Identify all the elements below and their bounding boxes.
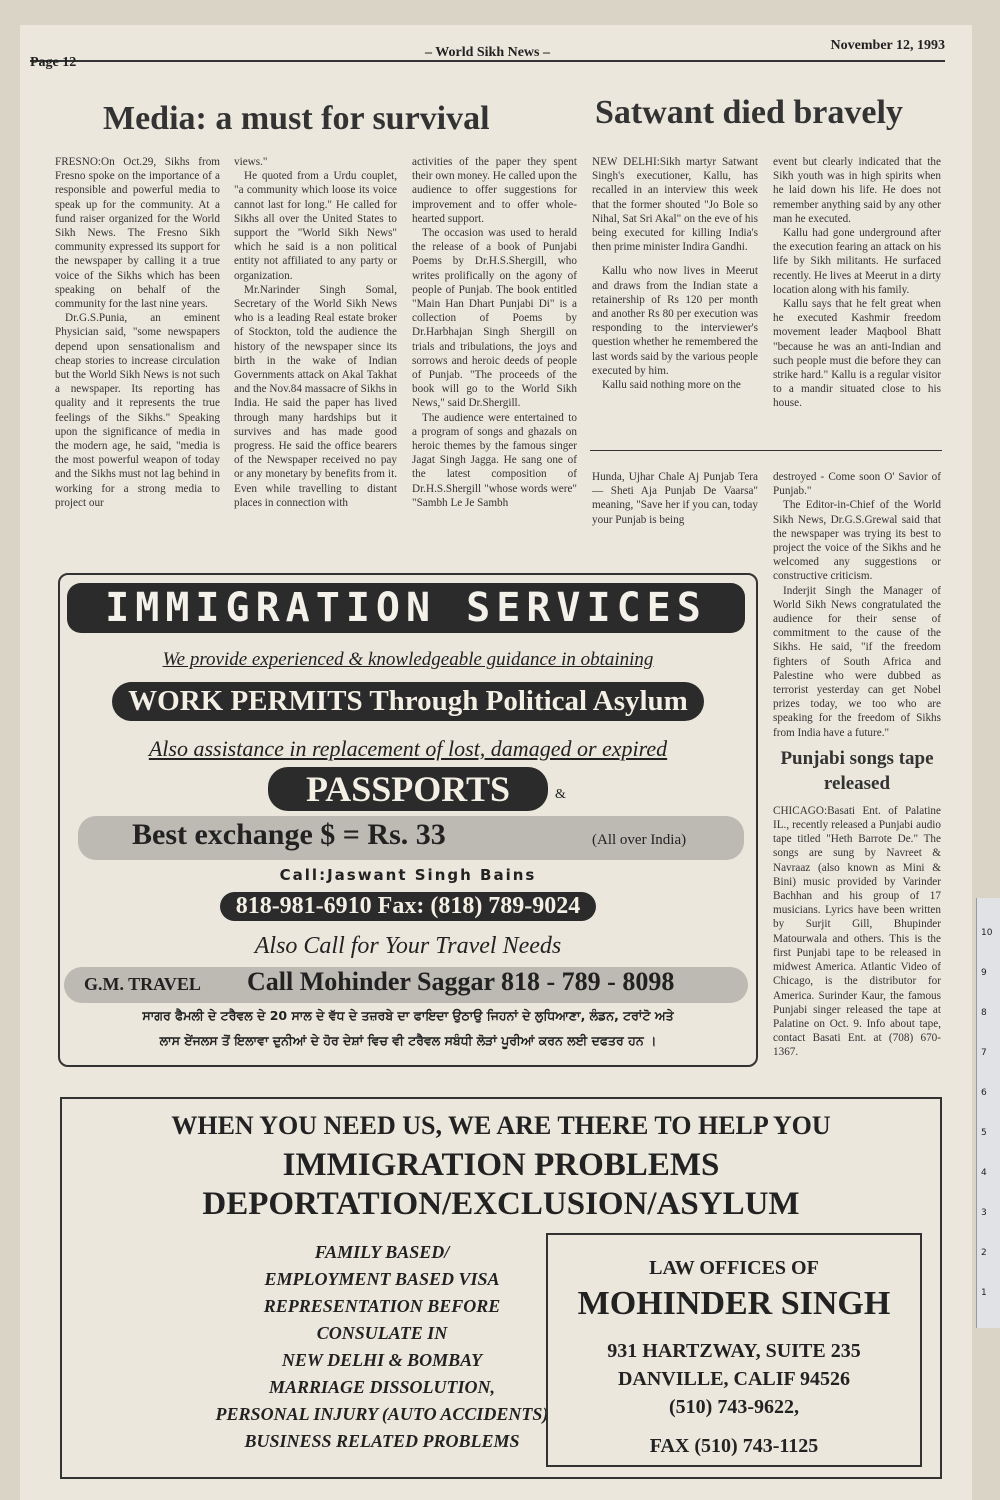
address-line1: 931 HARTZWAY, SUITE 235 (607, 1340, 861, 1362)
fax-number: FAX (510) 743-1125 (649, 1435, 819, 1457)
law-offices-ad (60, 1097, 942, 1479)
publication-name: – World Sikh News – (425, 45, 550, 60)
paragraph: CHICAGO:Basati Ent. of Palatine IL., recently released a Punjabi audio tape titled "Heth Barrote De." The songs are sung by Navreet & Navraaz (also known as Mini & Bini) music provided by Varinder Bachhan and his group of 17 musicians. Lyrics have been written by Surjit Gill, Bhupinder Matourwala and others. This is the first Punjabi tape to be released in midwest America. Atlantic Video of Chicago, is the distributor for America. Surinder Kaur, the famous Punjabi singer released the tape at Palatine on Oct. 9. Info about tape, contact Basati Ent. at (708) 670-1367. (773, 804, 941, 1059)
ad-subtitle: We provide experienced & knowledgeable guidance in obtaining (162, 649, 654, 670)
exchange-note: (All over India) (592, 832, 687, 848)
service-item: CONSULATE IN (316, 1323, 448, 1343)
paragraph: destroyed - Come soon O' Savior of Punjab." (773, 471, 941, 498)
ruler-mark: 2 (981, 1248, 987, 1258)
immigration-services-ad (58, 573, 758, 1067)
exchange-rate: Best exchange $ = Rs. 33 (132, 818, 446, 851)
headline-media: Media: a must for survival (103, 100, 490, 137)
exchange-banner (78, 816, 744, 860)
mohinder-saggar-phone: Call Mohinder Saggar 818 - 789 - 8098 (247, 967, 675, 996)
ruler-mark: 3 (981, 1208, 987, 1218)
service-item: NEW DELHI & BOMBAY (281, 1350, 483, 1370)
ruler-mark: 5 (981, 1128, 987, 1138)
article1-column1 (55, 155, 220, 510)
ruler-mark: 8 (981, 1008, 987, 1018)
page-number: Page 12 (30, 55, 77, 70)
address-line2: DANVILLE, CALIF 94526 (617, 1368, 851, 1390)
travel-text: Also Call for Your Travel Needs (254, 933, 562, 959)
headline-punjabi-songs: Punjabi songs tape released (780, 747, 934, 794)
punjabi-text-line1: ਸਾਗਰ ਫੈਮਲੀ ਦੇ ਟਰੈਵਲ ਦੇ 20 ਸਾਲ ਦੇ ਵੱਧ ਦੇ ਤਜ਼ਰਬੇ ਦਾ ਫਾਇਦਾ ਉਠਾਉ ਜਿਹਨਾਂ ਦੇ ਲੁਧਿਆਣਾ, ਲੰਡਨ, ਟਰਾਂਟੋ ਅਤੇ (142, 1008, 674, 1023)
contact-name: Call:Jaswant Singh Bains (279, 866, 537, 884)
service-item: PERSONAL INJURY (AUTO ACCIDENTS) (215, 1404, 549, 1424)
law-office-contact-box (546, 1233, 922, 1467)
ruler-mark: 1 (981, 1288, 987, 1298)
service-item: MARRIAGE DISSOLUTION, (268, 1377, 496, 1397)
article1-column4 (592, 470, 758, 527)
service-item: REPRESENTATION BEFORE (263, 1296, 501, 1316)
paragraph: Kallu who now lives in Meerut and draws from the Indian state a retainership of Rs 120 per month and another Rs 80 per execution was responding to the interviewer's question whether he remembered the last words said by the various people executed by him. (592, 265, 758, 377)
paragraph: The occasion was used to herald the release of a book of Punjabi Poems by Dr.H.S.Shergill, who writes prolifically on the agony of people of Punjab. The book entitled "Main Han Dhart Punjabi Di" is a collection of Poems by Dr.Harbhajan Singh Shergill on trials and tribulations, the joys and sorrows and heroic deeds of people of Punjab. "The proceeds of the book will go to the World Sikh News," said Dr.Shergill. (412, 227, 577, 410)
ad-title: IMMIGRATION SERVICES (67, 583, 745, 633)
paragraph: views." (234, 156, 268, 168)
paragraph: activities of the paper they spent their own money. He called upon the audience to offer suggestions for improvement and to offer whole-hearted support. (412, 156, 577, 225)
office-label: LAW OFFICES OF (649, 1257, 819, 1279)
page-header (30, 30, 945, 70)
paragraph: He quoted from a Urdu couplet, "a community which loose its voice cannot last for long." He called for Sikhs all over the United States to support the "World Sikh News" which he said is a non political entity not affiliated to any party or organization. (234, 170, 397, 282)
punjabi-text-line2: ਲਾਸ ਏਂਜਲਸ ਤੋਂ ਇਲਾਵਾ ਦੁਨੀਆਂ ਦੇ ਹੋਰ ਦੇਸ਼ਾਂ ਵਿਚ ਵੀ ਟਰੈਵਲ ਸਬੰਧੀ ਲੋੜਾਂ ਪੂਰੀਆਂ ਕਰਨ ਲਈ ਦਫਤਰ ਹਨ । (159, 1033, 657, 1048)
article1-column3 (412, 155, 577, 510)
issue-date: November 12, 1993 (830, 38, 945, 53)
assistance-text: Also assistance in replacement of lost, damaged or expired (148, 736, 668, 761)
paragraph: FRESNO:On Oct.29, Sikhs from Fresno spoke on the importance of a responsible and powerful media to speak up for the community. At a fund raiser organized for the World Sikh News. The Fresno Sikh community expressed its support for the newspaper by calling it a true voice of the Sikhs which has been speaking on behalf of the community for the last nine years. (55, 156, 220, 311)
ad-headline: WHEN YOU NEED US, WE ARE THERE TO HELP YOU (171, 1111, 831, 1140)
paragraph: NEW DELHI:Sikh martyr Satwant Singh's executioner, Kallu, has recalled in an interview this week that the former shouted "Jo Bole so Nihal, Sat Sri Akal" on the eve of his being executed for killing India's then prime minister Indira Gandhi. (592, 156, 758, 254)
paragraph: The Editor-in-Chief of the World Sikh News, Dr.G.S.Grewal said that the newspaper was trying its best to project the voice of the Sikhs and he welcomed any suggestions or constructive criticism. (773, 499, 941, 583)
headline-satwant: Satwant died bravely (595, 94, 903, 131)
gm-travel-banner (64, 967, 748, 1003)
service-item: FAMILY BASED/ (314, 1242, 450, 1262)
measuring-ruler (976, 898, 1000, 1328)
ad-headline-immigration: IMMIGRATION PROBLEMS (282, 1147, 720, 1183)
paragraph: Kallu says that he felt great when he executed Kashmir freedom movement leader Maqbool Bhatt "because he was an anti-Indian and such people must die before they can strike hard." Kallu is a regular visitor to a mandir situated close to his house. (773, 298, 941, 410)
article2-column1 (592, 155, 758, 392)
phone-number: (510) 743-9622, (669, 1396, 799, 1418)
gm-travel-label: G.M. TRAVEL (84, 974, 201, 994)
article1-column5 (773, 470, 941, 1060)
service-item: EMPLOYMENT BASED VISA (264, 1269, 500, 1289)
paragraph: Mr.Narinder Singh Somal, Secretary of the World Sikh News who is a leading Real estate broker of Stockton, told the audience the history of the newspaper since its birth in the wake of Indian Governments attack on Akal Takhat and the Nov.84 massacre of Sikhs in India. He said the paper has lived through many hardships but it survives and has made good progress. He said the office bearers of the Newspaper received no pay or any monetary by benefits from it. Even while travelling to distant places in connection with (234, 283, 398, 509)
article-divider (590, 450, 942, 451)
paragraph: event but clearly indicated that the Sikh youth was in high spirits when he laid down his life. He does not remember anything said by any other man he executed. (773, 156, 941, 225)
ruler-mark: 9 (981, 968, 987, 978)
passports-banner: PASSPORTS (268, 767, 548, 811)
paragraph: Kallu had gone underground after the execution fearing an attack on his life by Sikh militants. He surfaced recently. He lives at Meerut in a dirty location along with his family. (773, 227, 941, 296)
work-permits-banner: WORK PERMITS Through Political Asylum (112, 682, 704, 721)
ad-headline-deportation: DEPORTATION/EXCLUSION/ASYLUM (202, 1186, 800, 1222)
attorney-name: MOHINDER SINGH (577, 1285, 891, 1322)
services-list (162, 1239, 602, 1455)
ampersand: & (555, 787, 566, 802)
ruler-mark: 7 (981, 1048, 987, 1058)
service-item: BUSINESS RELATED PROBLEMS (244, 1431, 520, 1451)
ruler-mark: 6 (981, 1088, 987, 1098)
paragraph: The audience were entertained to a program of songs and ghazals on heroic themes by the famous singer Jagat Singh Jagga. He sang one of the latest composition of Dr.H.S.Shergill "whose words were" "Sambh Le Je Sambh (412, 411, 577, 509)
phone-fax-banner: 818-981-6910 Fax: (818) 789-9024 (220, 892, 597, 921)
paragraph: Inderjit Singh the Manager of World Sikh News congratulated the audience for their sense of commitment to the cause of the Sikhs. He said, "if the freedom fighters of South Africa and Palestine who were dubbed as terrorist yesterday can get Nobel prizes today, we too who are speaking for the freedom of Sikhs from India have a future." (773, 584, 941, 739)
ruler-mark: 10 (981, 928, 993, 938)
paragraph: Kallu said nothing more on the (602, 379, 741, 392)
article1-column2 (234, 155, 397, 510)
ruler-mark: 4 (981, 1168, 987, 1178)
article2-column2 (773, 155, 941, 411)
paragraph: Dr.G.S.Punia, an eminent Physician said, "some newspapers depend upon sensationalism and cheap stories to increase circulation but the World Sikh News is not such a newspaper. Its reporting has quality and it represents the true feelings of the Sikhs." Speaking upon the significance of media in the modern age, he said, "media is the most powerful weapon of today and the Sikhs must not lag behind in working for a strong media to project our (55, 312, 220, 509)
paragraph: Hunda, Ujhar Chale Aj Punjab Tera— Sheti Aja Punjab De Vaarsa" meaning, "Save her if you can, today your Punjab is being (592, 471, 758, 526)
